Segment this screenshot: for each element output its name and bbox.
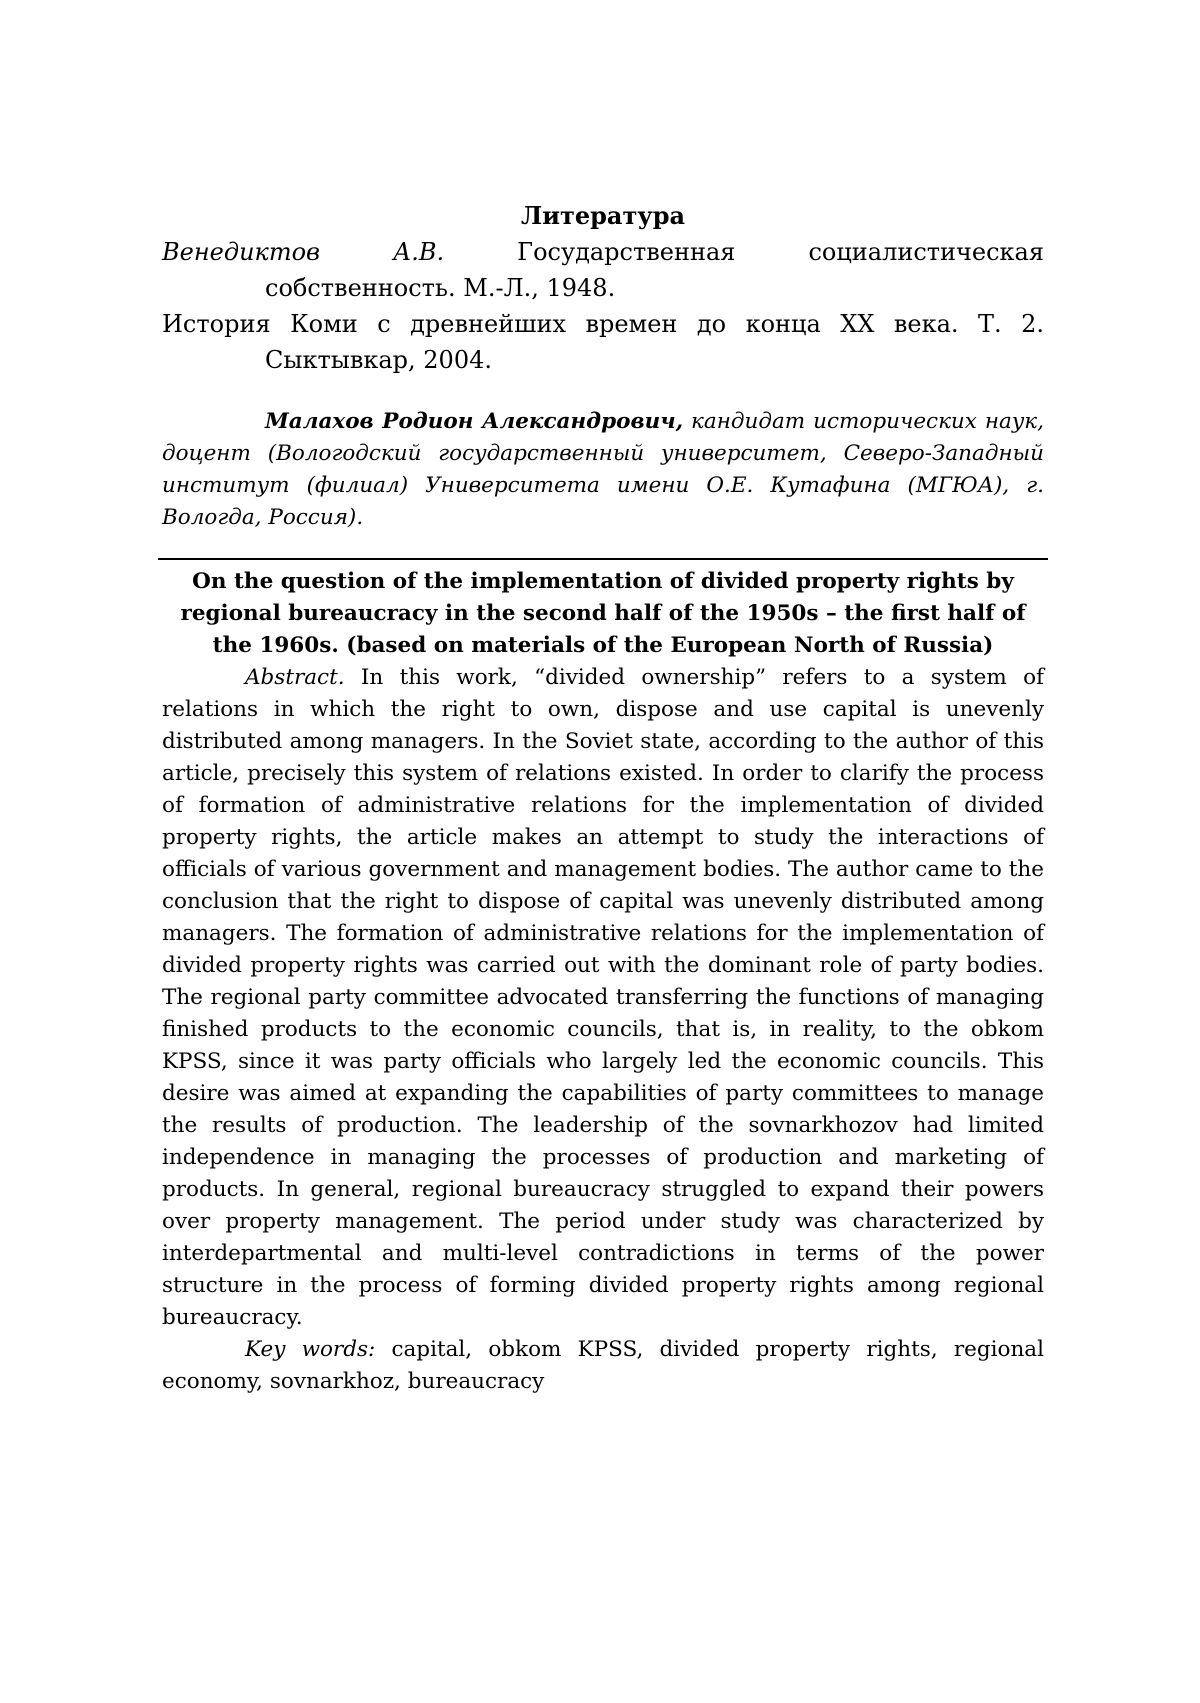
author-info <box>162 406 1044 534</box>
section-divider <box>158 558 1048 560</box>
abstract-paragraph <box>162 662 1044 1334</box>
keywords-paragraph <box>162 1334 1044 1398</box>
reference-item <box>162 234 1044 306</box>
abstract-text: In this work, “divided ownership” refers to a system of relations in which the right to own, dispose and use capital is unevenly distributed among managers. In the Soviet state, according to the author of this article, precisely this system of relations existed. In order to clarify the process of formation of administrative relations for the implementation of divided property rights, the article makes an attempt to study the interactions of officials of various government and management bodies. The author came to the conclusion that the right to dispose of capital was unevenly distributed among managers. The formation of administrative relations for the implementation of divided property rights was carried out with the dominant role of party bodies. The regional party committee advocated transferring the functions of managing finished products to the economic councils, that is, in reality, to the obkom KPSS, since it was party officials who largely led the economic councils. This desire was aimed at expanding the capabilities of party committees to manage the results of production. The leadership of the sovnarkhozov had limited independence in managing the processes of production and marketing of products. In general, regional bureaucracy struggled to expand their powers over property management. The period under study was characterized by interdepartmental and multi-level contradictions in terms of the power structure in the process of forming divided property rights among regional bureaucracy. <box>162 665 1044 1330</box>
literature-heading: Литература <box>520 201 686 230</box>
abstract-lead: Abstract. <box>245 665 345 690</box>
reference-author: Венедиктов А.В. <box>162 238 445 266</box>
author-details: кандидат исторических наук, доцент (Вологодский государственный университет, Северо-Западный институт (филиал) Университета имени О.Е. Кутафина (МГЮА), г. Вологда, Россия). <box>162 409 1044 530</box>
keywords-text: capital, obkom KPSS, divided property rights, regional economy, sovnarkhoz, bureaucracy <box>162 1337 1044 1394</box>
keywords-lead: Key words: <box>245 1337 376 1362</box>
document-page <box>162 198 1044 1398</box>
author-name: Малахов Родион Александрович, <box>265 409 684 434</box>
reference-item <box>162 306 1044 378</box>
english-article-title: On the question of the implementation of divided property rights by regional bureaucracy in the second half of the 1950s – the first half of the 1960s. (based on materials of the European North of Russia) <box>180 569 1026 658</box>
reference-text: История Коми с древнейших времен до конца XX века. Т. 2. Сыктывкар, 2004. <box>162 310 1044 374</box>
reference-text: Государственная социалистическая собственность. М.-Л., 1948. <box>265 238 1044 302</box>
